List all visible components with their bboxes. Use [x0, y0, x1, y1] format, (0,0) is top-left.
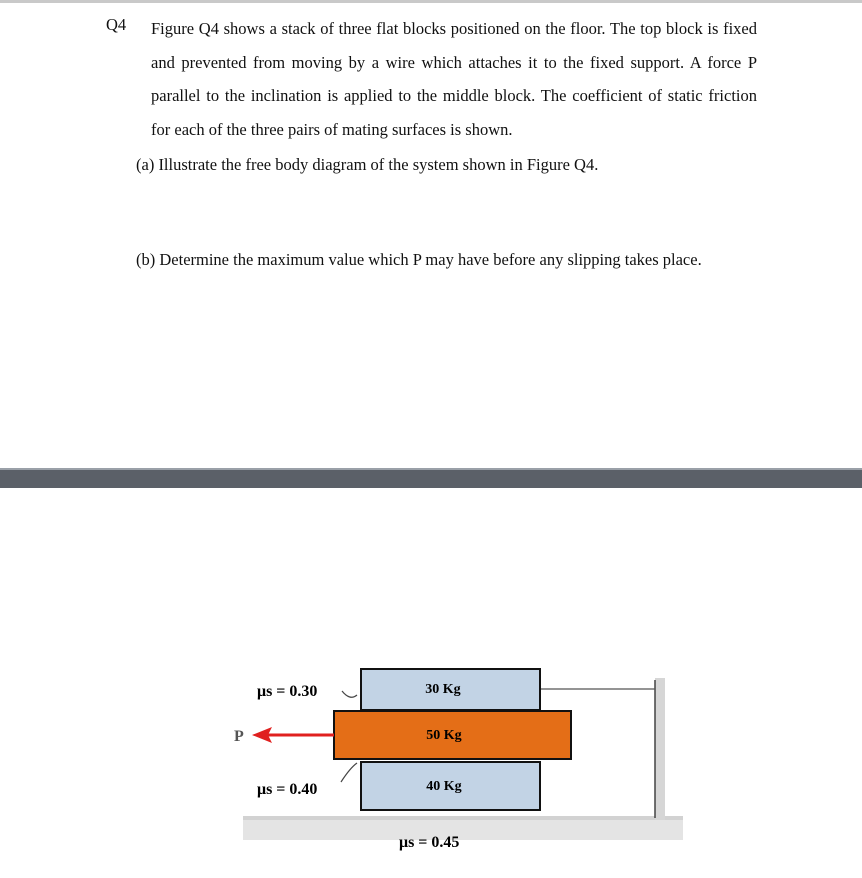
floor — [243, 818, 683, 840]
question-number: Q4 — [106, 15, 127, 34]
force-label: P — [234, 728, 244, 745]
mu-floor-label: μs = 0.45 — [399, 834, 460, 851]
mu-top-label: μs = 0.30 — [257, 683, 318, 700]
mu-top-leader — [342, 691, 357, 697]
top-block-label: 30 Kg — [425, 682, 461, 697]
bottom-block-label: 40 Kg — [426, 779, 462, 794]
mu-middle-leader — [341, 763, 357, 782]
question-intro: Figure Q4 shows a stack of three flat blocks positioned on the floor. The top block is fixed and prevented from moving by a wire which attaches it to the fixed support. A force P parallel to the inclination is applied to the middle block. The coefficient of static friction for each of the three pairs of mating surfaces is shown. — [151, 19, 757, 139]
top-rule — [0, 0, 862, 3]
part-b-text: (b) Determine the maximum value which P may have before any slipping takes place. — [136, 250, 702, 269]
part-a-text: (a) Illustrate the free body diagram of the system shown in Figure Q4. — [136, 155, 599, 174]
fixed-support — [655, 678, 665, 820]
viewer-divider — [0, 470, 862, 488]
figure-q4 — [0, 600, 862, 878]
mu-middle-label: μs = 0.40 — [257, 781, 318, 798]
middle-block-label: 50 Kg — [426, 728, 462, 743]
floor-edge — [243, 816, 683, 820]
